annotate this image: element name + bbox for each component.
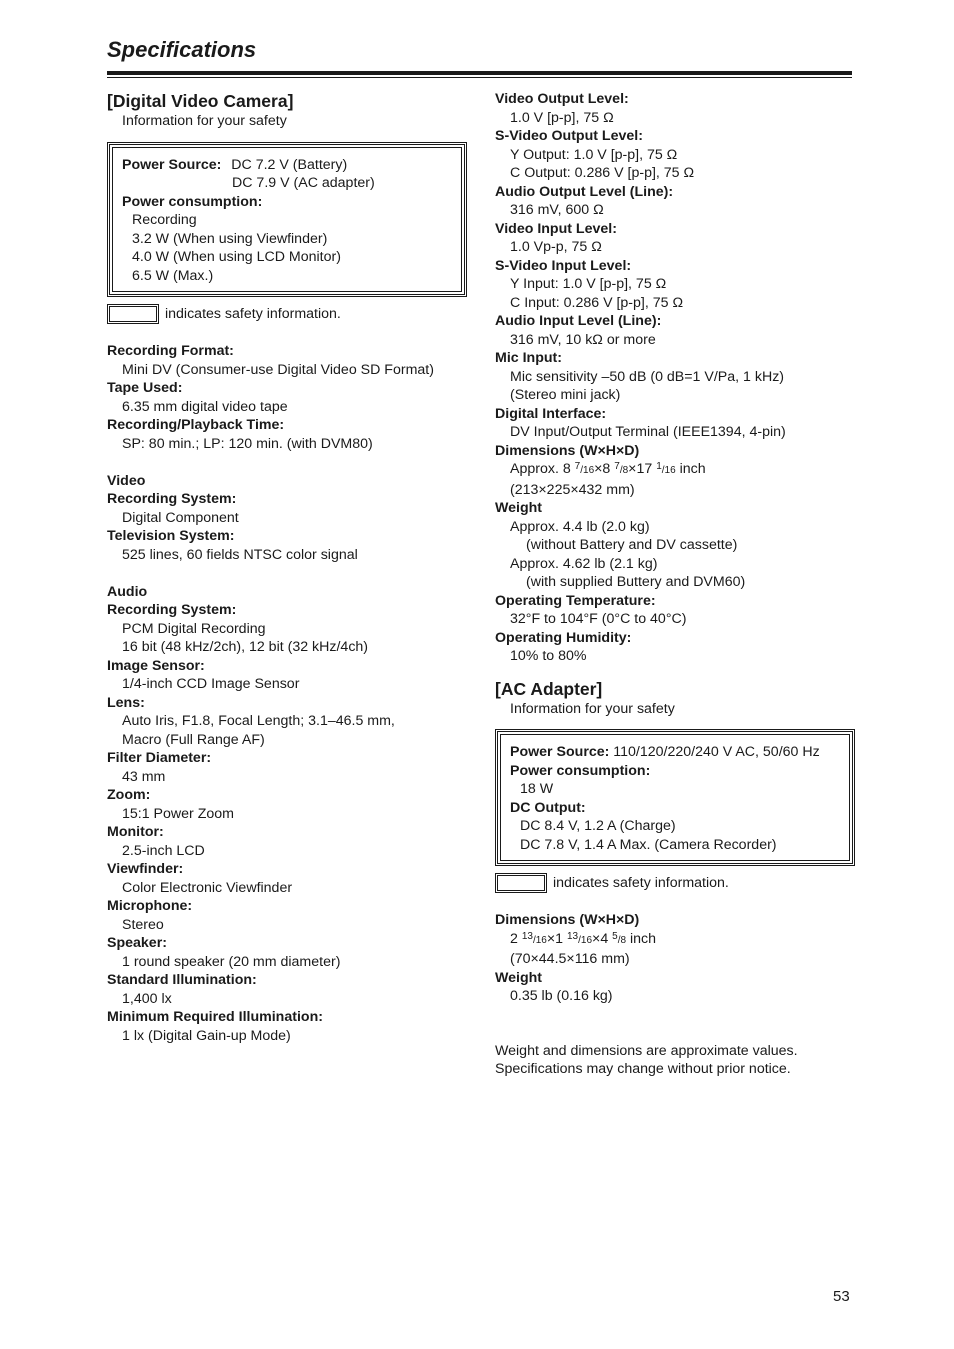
- lens-value-1: Auto Iris, F1.8, Focal Length; 3.1–46.5 mm,: [122, 713, 395, 729]
- zoom-label: Zoom:: [107, 787, 151, 803]
- audio-output-value: 316 mV, 600 Ω: [510, 202, 604, 218]
- weight-label: Weight: [495, 500, 543, 516]
- audio-rec-system-label: Recording System:: [107, 602, 237, 618]
- video-output-label: Video Output Level:: [495, 91, 629, 107]
- microphone-label: Microphone:: [107, 898, 193, 914]
- minimum-illumination-label: Minimum Required Illumination:: [107, 1009, 323, 1025]
- svideo-input-label: S-Video Input Level:: [495, 257, 632, 274]
- footnote: [495, 1042, 855, 1079]
- speaker-label: Speaker:: [107, 935, 167, 951]
- svideo-input-y: Y Input: 1.0 V [p-p], 75 Ω: [510, 276, 667, 292]
- ac-dc-output-value-2: DC 7.8 V, 1.4 A Max. (Camera Recorder): [520, 836, 777, 853]
- mic-input-value-2: (Stereo mini jack): [510, 387, 621, 403]
- rec-time-value: SP: 80 min.; LP: 120 min. (with DVM80): [122, 435, 373, 452]
- standard-illumination-value: 1,400 lx: [122, 990, 172, 1007]
- filter-diameter-label: Filter Diameter:: [107, 750, 212, 766]
- ac-dc-output-label: DC Output:: [510, 799, 586, 816]
- microphone-value: Stereo: [122, 916, 164, 933]
- power-line-0: Recording: [132, 212, 197, 228]
- svideo-input-c: C Input: 0.286 V [p-p], 75 Ω: [510, 294, 684, 311]
- weight-line-3: (with supplied Buttery and DVM60): [526, 574, 746, 590]
- power-source-value-1: DC 7.2 V (Battery): [231, 156, 348, 173]
- recording-format-value: Mini DV (Consumer-use Digital Video SD Format): [122, 361, 434, 378]
- camera-specs-column: [107, 90, 467, 1045]
- page-number: 53: [833, 1288, 850, 1305]
- recording-format-label: Recording Format:: [107, 343, 234, 359]
- tv-system-value: 525 lines, 60 fields NTSC color signal: [122, 546, 358, 563]
- monitor-value: 2.5-inch LCD: [122, 842, 205, 859]
- ac-power-consumption-label: Power consumption:: [510, 762, 651, 779]
- ac-safety-legend-box: [497, 875, 545, 891]
- power-line-3: 6.5 W (Max.): [132, 267, 214, 284]
- power-line-2: 4.0 W (When using LCD Monitor): [132, 249, 341, 265]
- safety-legend-text: indicates safety information.: [165, 306, 341, 322]
- digital-interface-label: Digital Interface:: [495, 405, 607, 422]
- minimum-illumination-value: 1 lx (Digital Gain-up Mode): [122, 1027, 291, 1044]
- monitor-label: Monitor:: [107, 824, 164, 840]
- power-source-label: Power Source:: [122, 156, 222, 173]
- image-sensor-value: 1/4-inch CCD Image Sensor: [122, 676, 300, 692]
- page-title: Specifications: [107, 37, 257, 62]
- weight-line-2: Approx. 4.62 lb (2.1 kg): [510, 555, 658, 572]
- video-output-value: 1.0 V [p-p], 75 Ω: [510, 109, 614, 126]
- ac-power-box: [495, 729, 855, 866]
- audio-input-label: Audio Input Level (Line):: [495, 313, 662, 329]
- ac-power-source-row: [510, 743, 840, 762]
- ac-power-source-label: Power Source:: [510, 744, 610, 760]
- dimensions-label: Dimensions (W×H×D): [495, 442, 640, 459]
- rec-time-label: Recording/Playback Time:: [107, 417, 285, 433]
- lens-value-2: Macro (Full Range AF): [122, 731, 265, 748]
- operating-humidity-label: Operating Humidity:: [495, 629, 632, 646]
- tape-used-value: 6.35 mm digital video tape: [122, 398, 288, 415]
- operating-humidity-value: 10% to 80%: [510, 648, 587, 664]
- ac-power-source-value: 110/120/220/240 V AC, 50/60 Hz: [613, 744, 820, 760]
- camera-heading: [Digital Video Camera]: [107, 91, 294, 111]
- audio-heading: Audio: [107, 583, 148, 600]
- video-heading: Video: [107, 472, 146, 489]
- ac-dimensions-value-2: (70×44.5×116 mm): [510, 951, 630, 967]
- svideo-output-label: S-Video Output Level:: [495, 128, 643, 144]
- dimensions-value-1: Approx. 8 $^7$/16×8 $^7$/8×17 $^1$/16 inch: [510, 461, 706, 477]
- svideo-output-c: C Output: 0.286 V [p-p], 75 Ω: [510, 165, 695, 181]
- ac-dc-output-value-1: DC 8.4 V, 1.2 A (Charge): [520, 818, 676, 834]
- ac-weight-value: 0.35 lb (0.16 kg): [510, 988, 613, 1004]
- dimensions-value-2: (213×225×432 mm): [510, 481, 635, 498]
- video-rec-system-value: Digital Component: [122, 509, 239, 526]
- weight-line-0: Approx. 4.4 lb (2.0 kg): [510, 518, 650, 535]
- camera-safety-note: Information for your safety: [122, 113, 287, 129]
- audio-output-label: Audio Output Level (Line):: [495, 183, 674, 200]
- title-rule: [107, 71, 852, 75]
- filter-diameter-value: 43 mm: [122, 768, 166, 785]
- ac-safety-legend: [495, 874, 855, 893]
- video-input-value: 1.0 Vp-p, 75 Ω: [510, 239, 602, 255]
- ac-dimensions-value-1: 2 $^{13}$/16×1 $^{13}$/16×4 $^5$/8 inch: [510, 930, 657, 947]
- zoom-value: 15:1 Power Zoom: [122, 805, 234, 822]
- ac-adapter-heading: [AC Adapter]: [495, 678, 603, 699]
- power-line-1: 3.2 W (When using Viewfinder): [132, 230, 328, 247]
- power-source-value-2: DC 7.9 V (AC adapter): [232, 175, 375, 191]
- audio-input-value: 316 mV, 10 kΩ or more: [510, 331, 656, 348]
- safety-legend-box: [109, 306, 157, 322]
- footnote-line-2: Specifications may change without prior notice.: [495, 1061, 791, 1077]
- speaker-value: 1 round speaker (20 mm diameter): [122, 953, 341, 970]
- power-consumption-label: Power consumption:: [122, 193, 263, 210]
- io-specs-column: [495, 90, 855, 1079]
- viewfinder-value: Color Electronic Viewfinder: [122, 879, 293, 896]
- video-input-label: Video Input Level:: [495, 220, 617, 237]
- power-source-row: [122, 156, 452, 175]
- title-rule-thin: [107, 77, 852, 78]
- audio-rec-system-value-1: PCM Digital Recording: [122, 620, 266, 637]
- tv-system-label: Television System:: [107, 528, 235, 544]
- weight-line-1: (without Battery and DV cassette): [526, 537, 738, 553]
- lens-label: Lens:: [107, 694, 145, 711]
- ac-power-consumption-value: 18 W: [520, 781, 554, 797]
- video-rec-system-label: Recording System:: [107, 491, 237, 507]
- mic-input-value-1: Mic sensitivity –50 dB (0 dB=1 V/Pa, 1 kHz): [510, 368, 785, 385]
- ac-safety-legend-text: indicates safety information.: [553, 875, 729, 891]
- ac-weight-label: Weight: [495, 969, 543, 986]
- audio-rec-system-value-2: 16 bit (48 kHz/2ch), 12 bit (32 kHz/4ch): [122, 639, 369, 655]
- mic-input-label: Mic Input:: [495, 350, 562, 366]
- footnote-line-1: Weight and dimensions are approximate values.: [495, 1042, 798, 1059]
- image-sensor-label: Image Sensor:: [107, 657, 205, 674]
- operating-temperature-value: 32°F to 104°F (0°C to 40°C): [510, 611, 687, 627]
- ac-safety-note: Information for your safety: [510, 700, 675, 717]
- viewfinder-label: Viewfinder:: [107, 861, 184, 877]
- tape-used-label: Tape Used:: [107, 380, 183, 396]
- ac-dimensions-label: Dimensions (W×H×D): [495, 912, 640, 928]
- standard-illumination-label: Standard Illumination:: [107, 972, 257, 988]
- safety-legend: [107, 305, 467, 324]
- camera-power-box: [107, 142, 467, 298]
- svideo-output-y: Y Output: 1.0 V [p-p], 75 Ω: [510, 146, 678, 163]
- digital-interface-value: DV Input/Output Terminal (IEEE1394, 4-pin): [510, 424, 786, 440]
- operating-temperature-label: Operating Temperature:: [495, 592, 656, 609]
